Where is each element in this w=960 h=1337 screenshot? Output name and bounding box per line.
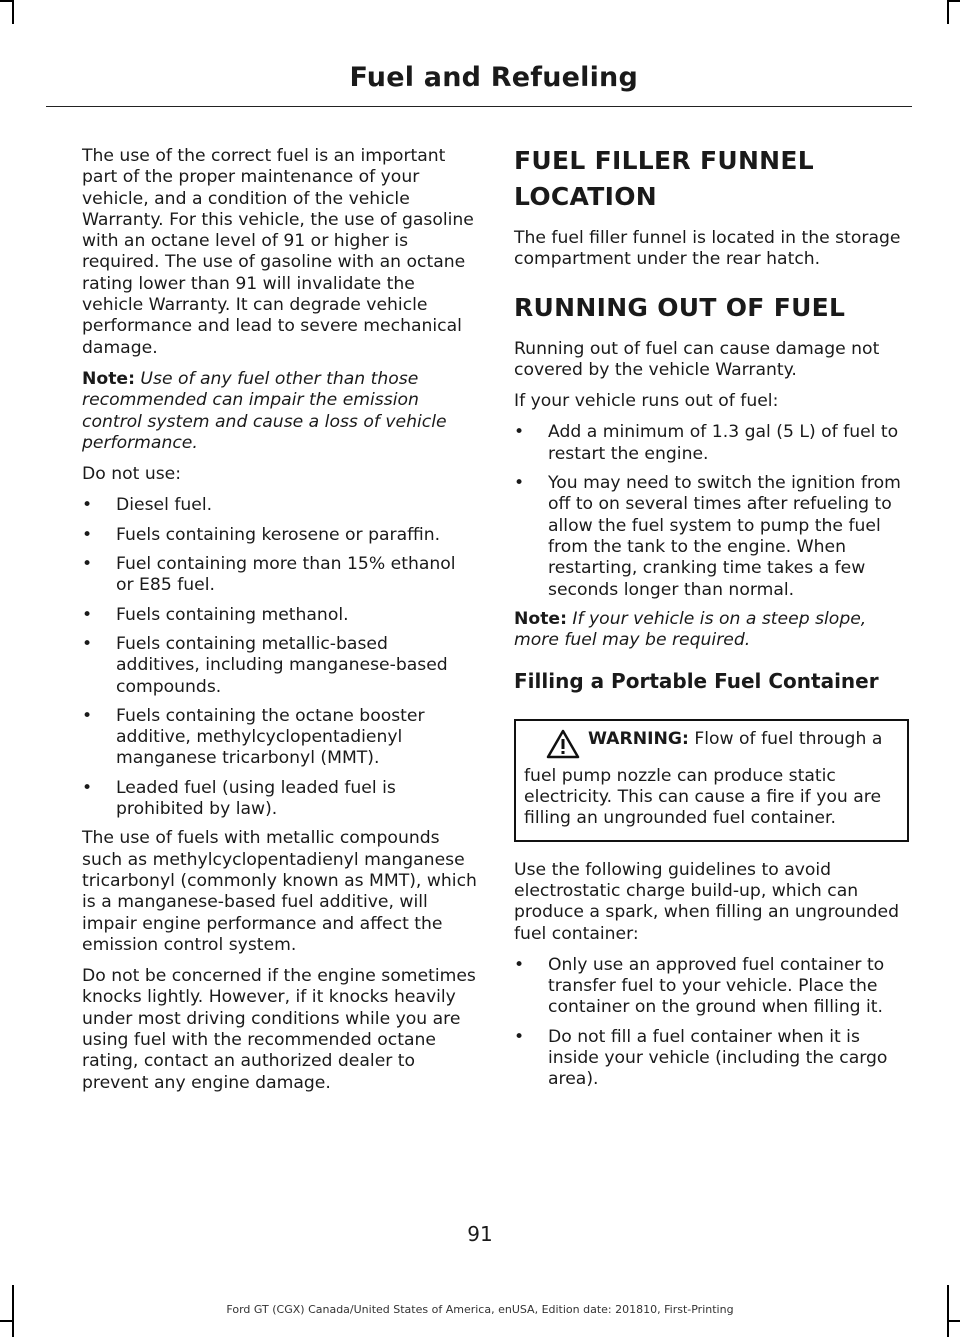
warning-box xyxy=(514,719,909,841)
list-item: • Add a minimum of 1.3 gal (5 L) of fuel to restart the engine. xyxy=(514,422,899,464)
note-label: Note: xyxy=(82,368,135,389)
list-item: • Leaded fuel (using leaded fuel is prohibited by law). xyxy=(82,777,396,820)
crop-mark xyxy=(947,0,949,24)
subsection-heading-portable: Filling a Portable Fuel Container xyxy=(514,669,879,694)
page-title: Fuel and Refueling xyxy=(349,62,638,93)
note-label: Note: xyxy=(514,608,567,629)
note-paragraph xyxy=(82,369,477,454)
metallic-paragraph: The use of fuels with metallic compounds such as methylcyclopentadienyl manganese tricarbonyl (commonly known as MMT), which is a manganese-based fuel additive, will impair engine performance and affect the emission control system. xyxy=(82,828,477,955)
list-item: • Fuels containing kerosene or paraffin. xyxy=(82,524,441,545)
header-divider xyxy=(46,106,912,107)
list-item: • Fuels containing the octane booster additive, methylcyclopentadienyl manganese tricarbonyl (MMT). xyxy=(82,705,425,769)
funnel-paragraph: The fuel filler funnel is located in the storage compartment under the rear hatch. xyxy=(514,228,901,270)
section-heading-funnel: FUEL FILLER FUNNEL LOCATION xyxy=(514,146,814,211)
crop-mark xyxy=(948,1320,960,1322)
note-paragraph xyxy=(514,609,909,652)
section-heading-running: RUNNING OUT OF FUEL xyxy=(514,292,846,322)
running-list xyxy=(514,422,909,600)
list-item: • Fuels containing methanol. xyxy=(82,604,349,625)
running-paragraph: Running out of fuel can cause damage not covered by the vehicle Warranty. xyxy=(514,338,880,380)
footer-edition-text: Ford GT (CGX) Canada/United States of America, enUSA, Edition date: 201810, First-Printing xyxy=(226,1303,734,1316)
guidelines-paragraph: Use the following guidelines to avoid electrostatic charge build-up, which can produce a spark, when filling an ungrounded fuel container: xyxy=(514,859,900,944)
warning-label: WARNING: xyxy=(588,729,689,750)
note-text: If your vehicle is on a steep slope, more fuel may be required. xyxy=(514,608,867,651)
do-not-use-list xyxy=(82,495,477,820)
page-number: 91 xyxy=(467,1222,493,1246)
runs-out-label: If your vehicle runs out of fuel: xyxy=(514,391,779,412)
intro-paragraph: The use of the correct fuel is an important part of the proper maintenance of your vehicle, and a condition of the vehicle Warranty. For this vehicle, the use of gasoline with an octane level of 91 or higher is required. The use of gasoline with an octane rating lower than 91 will invalidate the vehicle Warranty. It can degrade vehicle performance and lead to severe mechanical damage. xyxy=(82,146,474,358)
note-text: Use of any fuel other than those recommended can impair the emission control system and cause a loss of vehicle performance. xyxy=(82,368,447,453)
list-item: • You may need to switch the ignition from off to on several times after refueling to allow the fuel system to pump the fuel from the tank to the engine. When restarting, cranking time takes a few seconds longer than normal. xyxy=(514,473,901,600)
list-item: • Only use an approved fuel container to transfer fuel to your vehicle. Place the container on the ground when filling it. xyxy=(514,954,885,1018)
knock-paragraph: Do not be concerned if the engine sometimes knocks lightly. However, if it knocks heavily under most driving conditions while you are using fuel with the recommended octane rating, contact an authorized dealer to prevent any engine damage. xyxy=(82,966,476,1093)
guidelines-list xyxy=(514,955,909,1091)
list-item: • Do not fill a fuel container when it is inside your vehicle (including the cargo area). xyxy=(514,1026,888,1090)
crop-mark xyxy=(948,0,960,2)
list-item: • Diesel fuel. xyxy=(82,495,213,516)
crop-mark xyxy=(12,0,14,24)
right-column xyxy=(514,146,909,1099)
crop-mark xyxy=(0,0,12,2)
warning-text: Flow of fuel through a fuel pump nozzle can produce static electricity. This can cause a fire if you are filling an ungrounded fuel container. xyxy=(524,729,883,829)
list-item: • Fuels containing metallic-based additives, including manganese-based compounds. xyxy=(82,633,448,697)
list-item: • Fuel containing more than 15% ethanol or E85 fuel. xyxy=(82,554,456,596)
do-not-use-label: Do not use: xyxy=(82,464,182,485)
left-column xyxy=(82,146,477,1104)
warning-triangle-icon xyxy=(546,729,580,765)
crop-mark xyxy=(0,1320,12,1322)
